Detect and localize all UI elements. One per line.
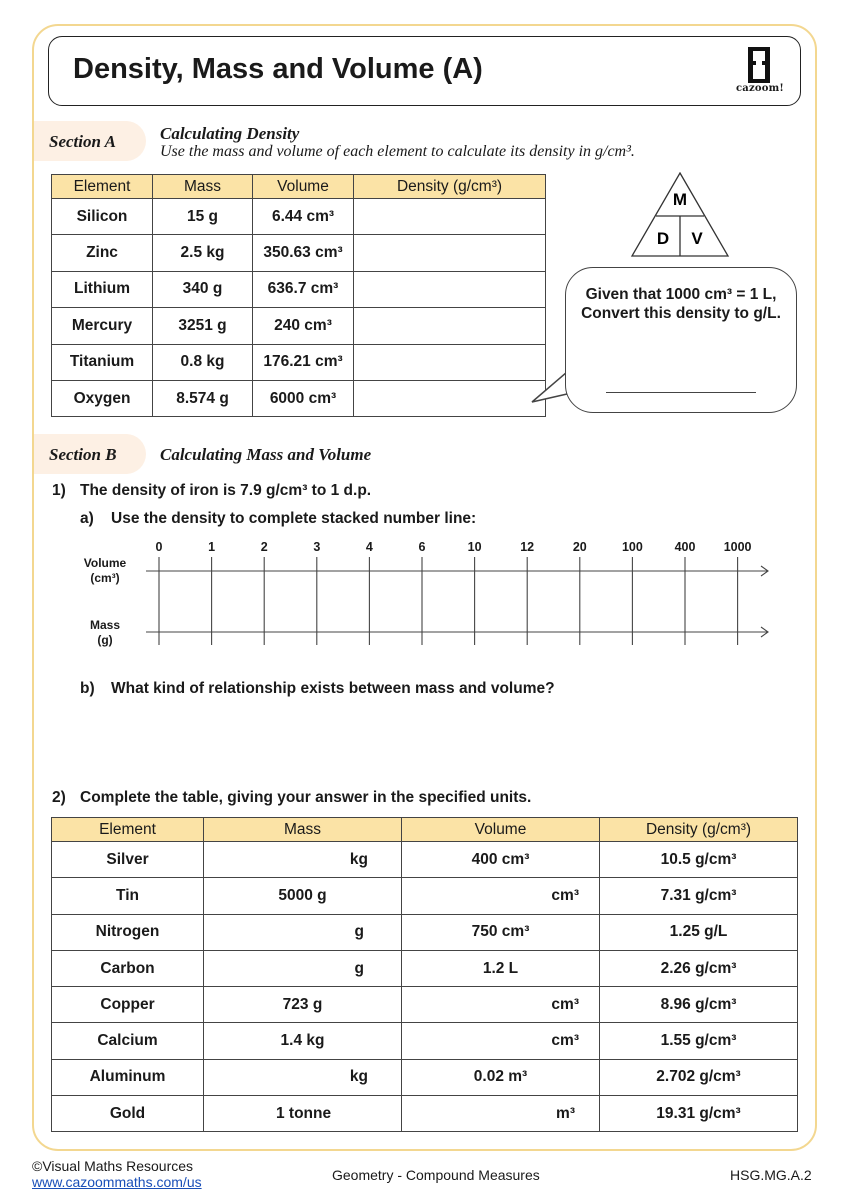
density-answer-cell[interactable] <box>354 235 546 271</box>
density-answer-cell[interactable] <box>354 380 546 416</box>
logo-icon <box>747 47 771 83</box>
speech-bubble-tail <box>530 370 570 410</box>
element-cell: Calcium <box>52 1023 204 1059</box>
density-cell: 19.31 g/cm³ <box>600 1096 798 1132</box>
header-volume: Volume <box>253 175 354 199</box>
tick-label: 20 <box>572 540 587 554</box>
volume-cell: 1.2 L <box>402 950 600 986</box>
density-cell: 1.25 g/L <box>600 914 798 950</box>
section-a-instruction: Use the mass and volume of each element to calculate its density in g/cm³. <box>160 143 635 160</box>
element-cell: Silver <box>52 842 204 878</box>
table-header-row <box>52 175 546 199</box>
volume-cell: 6.44 cm³ <box>253 199 354 235</box>
mass-answer-cell[interactable]: kg <box>204 1059 402 1095</box>
density-answer-cell[interactable] <box>354 344 546 380</box>
header-mass: Mass <box>153 175 253 199</box>
tick-label: 3 <box>313 540 321 554</box>
mass-cell: 723 g <box>204 987 402 1023</box>
q2-number: 2) <box>52 789 66 806</box>
table-row <box>52 235 546 271</box>
element-cell: Lithium <box>52 271 153 307</box>
q1a-label: a) <box>80 510 94 527</box>
element-cell: Silicon <box>52 199 153 235</box>
page-title: Density, Mass and Volume (A) <box>73 53 483 85</box>
volume-axis-label: Volume (cm³) <box>83 556 127 585</box>
table-row <box>52 308 546 344</box>
section-b-tag: Section B <box>34 434 146 474</box>
mass-cell: 1 tonne <box>204 1096 402 1132</box>
mass-axis-label: Mass (g) <box>89 618 121 647</box>
tick-label: 1 <box>208 540 216 554</box>
mass-answer-cell[interactable]: g <box>204 914 402 950</box>
density-cell: 10.5 g/cm³ <box>600 842 798 878</box>
table-header-row <box>52 818 798 842</box>
element-cell: Copper <box>52 987 204 1023</box>
q2-text: Complete the table, giving your answer in the specified units. <box>80 789 532 806</box>
tick-label: 2 <box>260 540 268 554</box>
triangle-m: M <box>672 190 688 209</box>
answer-line[interactable] <box>606 392 756 393</box>
q1b-label: b) <box>80 680 95 697</box>
header-mass: Mass <box>204 818 402 842</box>
header-volume: Volume <box>402 818 600 842</box>
logo-text: cazoom! <box>736 83 784 94</box>
volume-cell: 400 cm³ <box>402 842 600 878</box>
volume-cell: 176.21 cm³ <box>253 344 354 380</box>
volume-cell: 0.02 m³ <box>402 1059 600 1095</box>
density-cell: 8.96 g/cm³ <box>600 987 798 1023</box>
footer-credits <box>32 1158 202 1190</box>
volume-answer-cell[interactable]: cm³ <box>402 1023 600 1059</box>
volume-answer-cell[interactable]: cm³ <box>402 878 600 914</box>
mass-answer-cell[interactable]: kg <box>204 842 402 878</box>
tick-label: 100 <box>621 540 643 554</box>
table-row <box>52 199 546 235</box>
element-cell: Titanium <box>52 344 153 380</box>
website-link[interactable]: www.cazoommaths.com/us <box>32 1174 202 1190</box>
mass-cell: 340 g <box>153 271 253 307</box>
header-density: Density (g/cm³) <box>600 818 798 842</box>
table-row <box>52 987 798 1023</box>
volume-cell: 636.7 cm³ <box>253 271 354 307</box>
mass-cell: 3251 g <box>153 308 253 344</box>
density-answer-cell[interactable] <box>354 271 546 307</box>
tick-label: 0 <box>155 540 163 554</box>
element-cell: Nitrogen <box>52 914 204 950</box>
mass-volume-table <box>51 817 798 1132</box>
triangle-d: D <box>656 229 670 248</box>
bubble-line-1: Given that 1000 cm³ = 1 L, <box>585 286 777 303</box>
mass-cell: 5000 g <box>204 878 402 914</box>
tick-label: 12 <box>520 540 535 554</box>
element-cell: Zinc <box>52 235 153 271</box>
table-row <box>52 842 798 878</box>
title-box <box>48 36 801 106</box>
speech-bubble <box>565 267 797 413</box>
volume-answer-cell[interactable]: cm³ <box>402 987 600 1023</box>
element-cell: Oxygen <box>52 380 153 416</box>
density-answer-cell[interactable] <box>354 308 546 344</box>
density-cell: 1.55 g/cm³ <box>600 1023 798 1059</box>
section-a-heading: Calculating Density <box>160 124 300 143</box>
table-row <box>52 878 798 914</box>
table-row <box>52 380 546 416</box>
mdv-triangle <box>630 172 730 258</box>
volume-cell: 750 cm³ <box>402 914 600 950</box>
table-row <box>52 1023 798 1059</box>
table-row <box>52 344 546 380</box>
table-row <box>52 1096 798 1132</box>
tick-label: 6 <box>418 540 426 554</box>
q1a-text: Use the density to complete stacked number line: <box>111 510 477 527</box>
q1-number: 1) <box>52 482 66 499</box>
tick-label: 10 <box>467 540 482 554</box>
header-element: Element <box>52 818 204 842</box>
mass-cell: 8.574 g <box>153 380 253 416</box>
element-cell: Tin <box>52 878 204 914</box>
header-element: Element <box>52 175 153 199</box>
section-a-tag: Section A <box>34 121 146 161</box>
table-row <box>52 271 546 307</box>
density-answer-cell[interactable] <box>354 199 546 235</box>
volume-answer-cell[interactable]: m³ <box>402 1096 600 1132</box>
footer-standard-code: HSG.MG.A.2 <box>730 1167 812 1183</box>
element-cell: Aluminum <box>52 1059 204 1095</box>
volume-cell: 6000 cm³ <box>253 380 354 416</box>
density-table <box>51 174 546 417</box>
table-row <box>52 950 798 986</box>
mass-cell: 1.4 kg <box>204 1023 402 1059</box>
q1b-text: What kind of relationship exists between mass and volume? <box>111 680 555 697</box>
footer-topic: Geometry - Compound Measures <box>332 1167 540 1183</box>
element-cell: Gold <box>52 1096 204 1132</box>
mass-answer-cell[interactable]: g <box>204 950 402 986</box>
tick-label: 1000 <box>723 540 752 554</box>
header-density: Density (g/cm³) <box>354 175 546 199</box>
tick-label: 400 <box>674 540 696 554</box>
copyright-text: ©Visual Maths Resources <box>32 1158 194 1174</box>
triangle-v: V <box>691 229 703 248</box>
bubble-line-2: Convert this density to g/L. <box>581 305 781 322</box>
mass-cell: 0.8 kg <box>153 344 253 380</box>
section-b-heading: Calculating Mass and Volume <box>160 445 372 464</box>
table-row <box>52 1059 798 1095</box>
tick-label: 4 <box>365 540 373 554</box>
volume-cell: 350.63 cm³ <box>253 235 354 271</box>
mass-cell: 15 g <box>153 199 253 235</box>
q1-text: The density of iron is 7.9 g/cm³ to 1 d.p. <box>80 482 372 499</box>
volume-cell: 240 cm³ <box>253 308 354 344</box>
cazoom-logo <box>736 47 782 99</box>
element-cell: Mercury <box>52 308 153 344</box>
density-cell: 2.26 g/cm³ <box>600 950 798 986</box>
density-cell: 2.702 g/cm³ <box>600 1059 798 1095</box>
element-cell: Carbon <box>52 950 204 986</box>
density-cell: 7.31 g/cm³ <box>600 878 798 914</box>
table-row <box>52 914 798 950</box>
mass-cell: 2.5 kg <box>153 235 253 271</box>
